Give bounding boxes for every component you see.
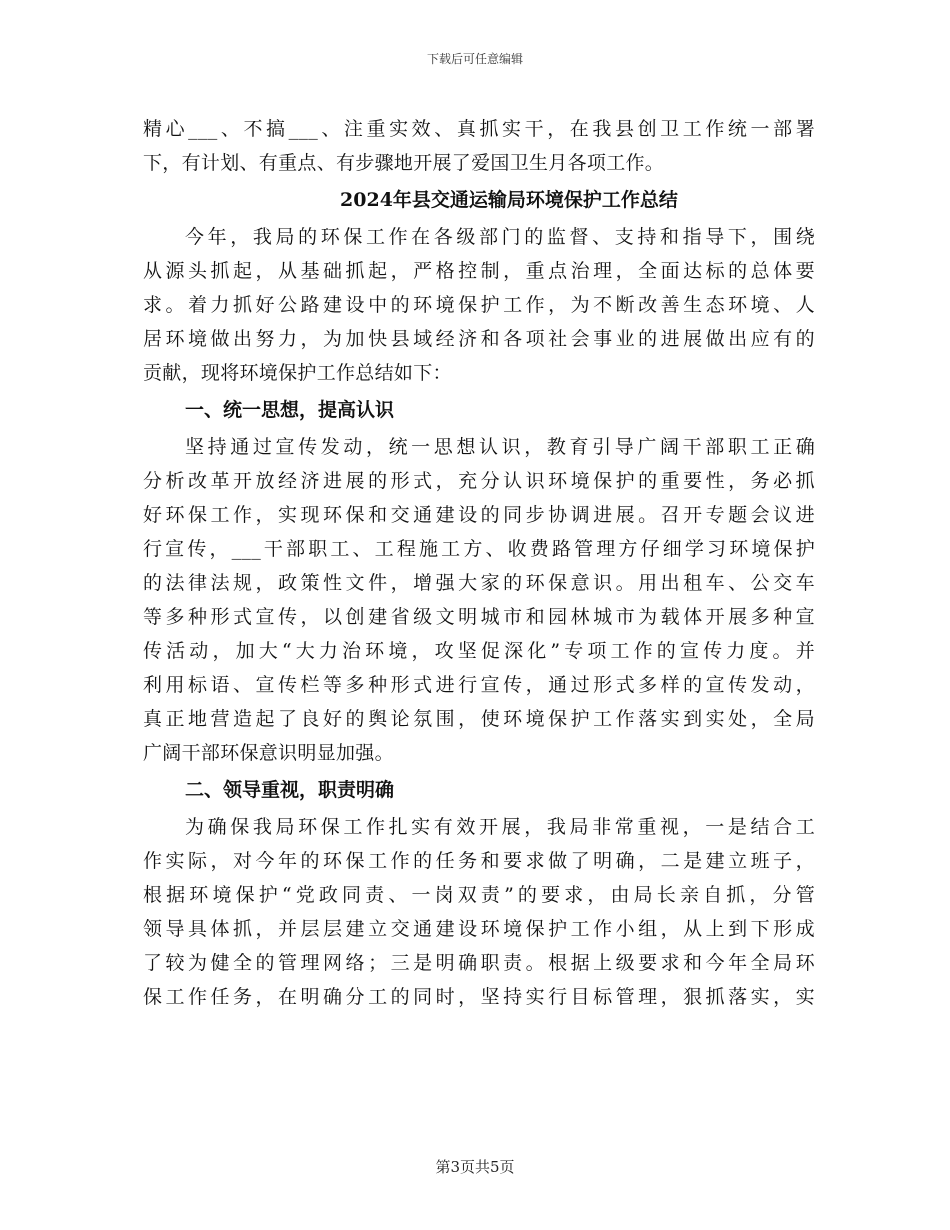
text-line: 分析改革开放经济进展的形式，充分认识环境保护的重要性，务必抓 bbox=[143, 470, 815, 492]
section-heading: 一、统一思想，提高认识 bbox=[185, 399, 395, 421]
document-title: 2024年县交通运输局环境保护工作总结 bbox=[340, 189, 678, 211]
opening-paragraph bbox=[143, 220, 815, 390]
text-line: 精心___、不搞___、注重实效、真抓实干，在我县创卫工作统一部署 bbox=[143, 118, 815, 140]
section2-paragraph bbox=[143, 810, 815, 1014]
text-line: 广阔干部环保意识明显加强。 bbox=[143, 742, 394, 764]
text-line: 行宣传，___干部职工、工程施工方、收费路管理方仔细学习环境保护 bbox=[143, 538, 815, 560]
section1-paragraph bbox=[143, 430, 815, 770]
text-line: 等多种形式宣传，以创建省级文明城市和园林城市为载体开展多种宣 bbox=[143, 606, 815, 628]
text-line: 真正地营造起了良好的舆论氛围，使环境保护工作落实到实处，全局 bbox=[143, 708, 815, 730]
text-line: 居环境做出努力，为加快县域经济和各项社会事业的进展做出应有的 bbox=[143, 328, 815, 350]
text-line: 保工作任务，在明确分工的同时，坚持实行目标管理，狠抓落实，实 bbox=[143, 986, 815, 1008]
intro-paragraph bbox=[143, 112, 815, 180]
page-number: 第3页共5页 bbox=[435, 1158, 515, 1176]
page-header-note: 下载后可任意编辑 bbox=[426, 52, 523, 66]
text-line: 今年，我局的环保工作在各级部门的监督、支持和指导下，围绕 bbox=[185, 226, 815, 248]
text-line: 贡献，现将环境保护工作总结如下： bbox=[143, 362, 452, 384]
text-line: 了较为健全的管理网络；三是明确职责。根据上级要求和今年全局环 bbox=[143, 952, 815, 974]
text-line: 领导具体抓，并层层建立交通建设环境保护工作小组，从上到下形成 bbox=[143, 918, 815, 940]
text-line: 根据环境保护“党政同责、一岗双责”的要求，由局长亲自抓，分管 bbox=[143, 884, 815, 906]
section-heading: 二、领导重视，职责明确 bbox=[185, 779, 395, 801]
text-line: 从源头抓起，从基础抓起，严格控制，重点治理，全面达标的总体要 bbox=[143, 260, 815, 282]
document-body bbox=[143, 112, 815, 1014]
text-line: 传活动，加大“大力治环境，攻坚促深化”专项工作的宣传力度。并 bbox=[143, 640, 815, 662]
text-line: 为确保我局环保工作扎实有效开展，我局非常重视，一是结合工 bbox=[185, 816, 815, 838]
text-line: 的法律法规，政策性文件，增强大家的环保意识。用出租车、公交车 bbox=[143, 572, 815, 594]
text-line: 求。着力抓好公路建设中的环境保护工作，为不断改善生态环境、人 bbox=[143, 294, 815, 316]
text-line: 坚持通过宣传发动，统一思想认识，教育引导广阔干部职工正确 bbox=[185, 436, 815, 458]
text-line: 下，有计划、有重点、有步骤地开展了爱国卫生月各项工作。 bbox=[143, 152, 665, 174]
text-line: 作实际，对今年的环保工作的任务和要求做了明确，二是建立班子， bbox=[143, 850, 815, 872]
text-line: 利用标语、宣传栏等多种形式进行宣传，通过形式多样的宣传发动， bbox=[143, 674, 815, 696]
text-line: 好环保工作，实现环保和交通建设的同步协调进展。召开专题会议进 bbox=[143, 504, 815, 526]
